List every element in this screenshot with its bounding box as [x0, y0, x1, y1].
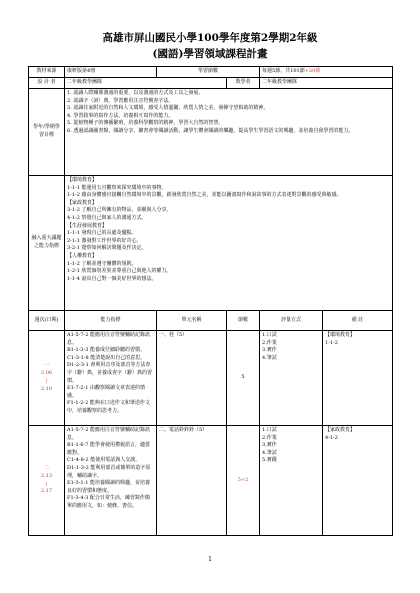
assessment-header: 評量方式 [260, 311, 323, 331]
week-header: 週次(日期) [29, 311, 65, 331]
goals-row [29, 89, 393, 176]
designer-label: 設 計 者 [29, 78, 65, 89]
info-row-textbook [29, 67, 393, 78]
hours-value: 每週5節，共101節 [262, 68, 305, 74]
issue-line: 1-1-2 藉由身體感官接觸自然環境中的景觀，啟發欣賞自然之美，並能以圖畫寫作和說故事的方式表達對景觀的感受與敏感。 [67, 192, 342, 199]
issue-line: 【人權教育】 [67, 252, 98, 259]
remarks-header: 備 註 [323, 311, 393, 331]
issues-row [29, 176, 393, 311]
unit-cell: 一、桂（5） [157, 331, 227, 426]
textbook-value: 康軒版第4冊 [65, 67, 157, 78]
periods-header: 節數 [227, 311, 260, 331]
week-cell: 一 2.06 | 2.10 [29, 331, 65, 426]
textbook-label: 教材來源 [29, 67, 65, 78]
goals-list [65, 89, 393, 176]
issue-line: 1-1-4 說出自己對一個美好世界的想法。 [67, 275, 157, 282]
indicators-cell: A1-5-7-2 能應用注音符號輔助記錄訊息。 B1-1-6-7 能學會使用禮貌語言，適當應對。 C1-4-8-2 能使用電話與人交談。 D1-1-3-2 能利用部首或簡單的造字原理，輔助識字。 E1-3-1-1 能培養閱讀的興趣，並培養良好的習慣和態度。 F1-3-4-3 配合日常生活，練習寫作簡單的應用文，如：便條、書信。 [65, 426, 157, 536]
column-header-row [29, 311, 393, 331]
assessment-cell: 1.口試 2.作業 3.實作 4.筆試 5.實踐 [260, 426, 323, 536]
issue-line: 3-1-2 了解自己所擁有的物品，並願與人分享。 [67, 207, 172, 214]
hours-extra: +20節 [304, 68, 321, 74]
issues-list [65, 176, 393, 311]
unit-cell: 二、電話鈴鈴鈴（5） [157, 426, 227, 536]
table-row [29, 426, 393, 536]
issue-line: 1-1-1 能運用五官觀察來探究環境中的事物。 [67, 184, 167, 191]
issues-label: 融入重大議題之能力指標 [29, 176, 65, 311]
issue-line: 【家政教育】 [67, 199, 98, 206]
goal-item: 4. 學習敘事的寫作方法，培養相互寫作的能力。 [67, 112, 174, 119]
goal-item: 1. 認識人際關係溝通的重要，以及溝通的方式及工具之發展。 [67, 90, 204, 96]
indicators-cell: A1-5-7-2 能應用注音符號輔助記錄訊息。 B1-1-3-3 能養成仔細聆聽的習慣。 C1-3-1-8 能清楚說出自己的意思。 D1-2-3-1 會利用音序及部首等方法查字（辭）典，並養成查字（辭）典的習慣。 E1-7-2-1 由觀察閱讀文章表達的情感。 F1-1-2-2 能夠在口述作文和筆述作文中，培養觀察的思考力。 [65, 331, 157, 426]
issue-line: 3-2-1 覺察如何解決問題及作決定。 [67, 245, 147, 252]
goal-item: 2. 認識字（詞）典，學習應用注音符號查字法。 [67, 97, 174, 104]
hours-cell [260, 67, 393, 78]
goals-label: 學年/學期學習目標 [29, 89, 65, 176]
teacher-value: 二年級教學團隊 [260, 78, 393, 89]
assessment-cell: 1.口試 2.作業 3.實作 4.筆試 [260, 331, 323, 426]
issue-line: 1-1-2 了解並遵守團體的規則。 [67, 260, 137, 267]
issue-line: 1-2-1 欣賞個別差異並尊重自己與他人的權力。 [67, 268, 172, 275]
periods-cell: 5 [227, 331, 260, 426]
designer-value: 二年級教學團隊 [65, 78, 227, 89]
hours-label: 學習節數 [157, 67, 260, 78]
info-row-designer [29, 78, 393, 89]
issue-line: 【生涯發展教育】 [67, 222, 108, 229]
week-cell: 二 2.13 | 2.17 [29, 426, 65, 536]
issue-line: 2-1-1 激發對工作世界的好奇心。 [67, 237, 142, 244]
plan-subtitle: (國語)學習領域課程計畫 [152, 48, 268, 60]
goal-item: 5. 從植物種子的傳播繁殖，培養科學觀察的精神，學習大自然的智慧。 [67, 120, 224, 127]
remarks-cell: 【家政教育】 4-1-2 [323, 426, 393, 536]
plan-title: 高雄市屏山國民小學100學年度第2學期2年級 [102, 32, 318, 44]
indicators-header: 能力指標 [65, 311, 157, 331]
unit-header: 單元名稱 [157, 311, 227, 331]
goal-item: 3. 認識住家附近的自然和人文環境，感受人情溫馨，欣賞人情之美，發揮守望相助的精神。 [67, 105, 269, 112]
issue-line: 4-1-2 察覺自己與家人的溝通方式。 [67, 214, 147, 221]
remarks-cell: 【環境教育】 1-1-2 [323, 331, 393, 426]
goal-item: 6. 透過認識圖書館，閱讀分享，擴書會等閱讀活動，讓學生體會閱讀的樂趣，提高學生學習語文的興趣，並培養自我學習的能力。 [67, 127, 354, 134]
periods-cell: 5+2 [227, 426, 260, 536]
page-number: 1 [208, 556, 212, 563]
issue-line: 【環境教育】 [67, 177, 98, 183]
teacher-label: 教學者 [227, 78, 260, 89]
issue-line: 1-1-1 發現自己的長處及優點。 [67, 230, 137, 237]
table-row [29, 331, 393, 426]
course-plan-table [28, 66, 393, 536]
